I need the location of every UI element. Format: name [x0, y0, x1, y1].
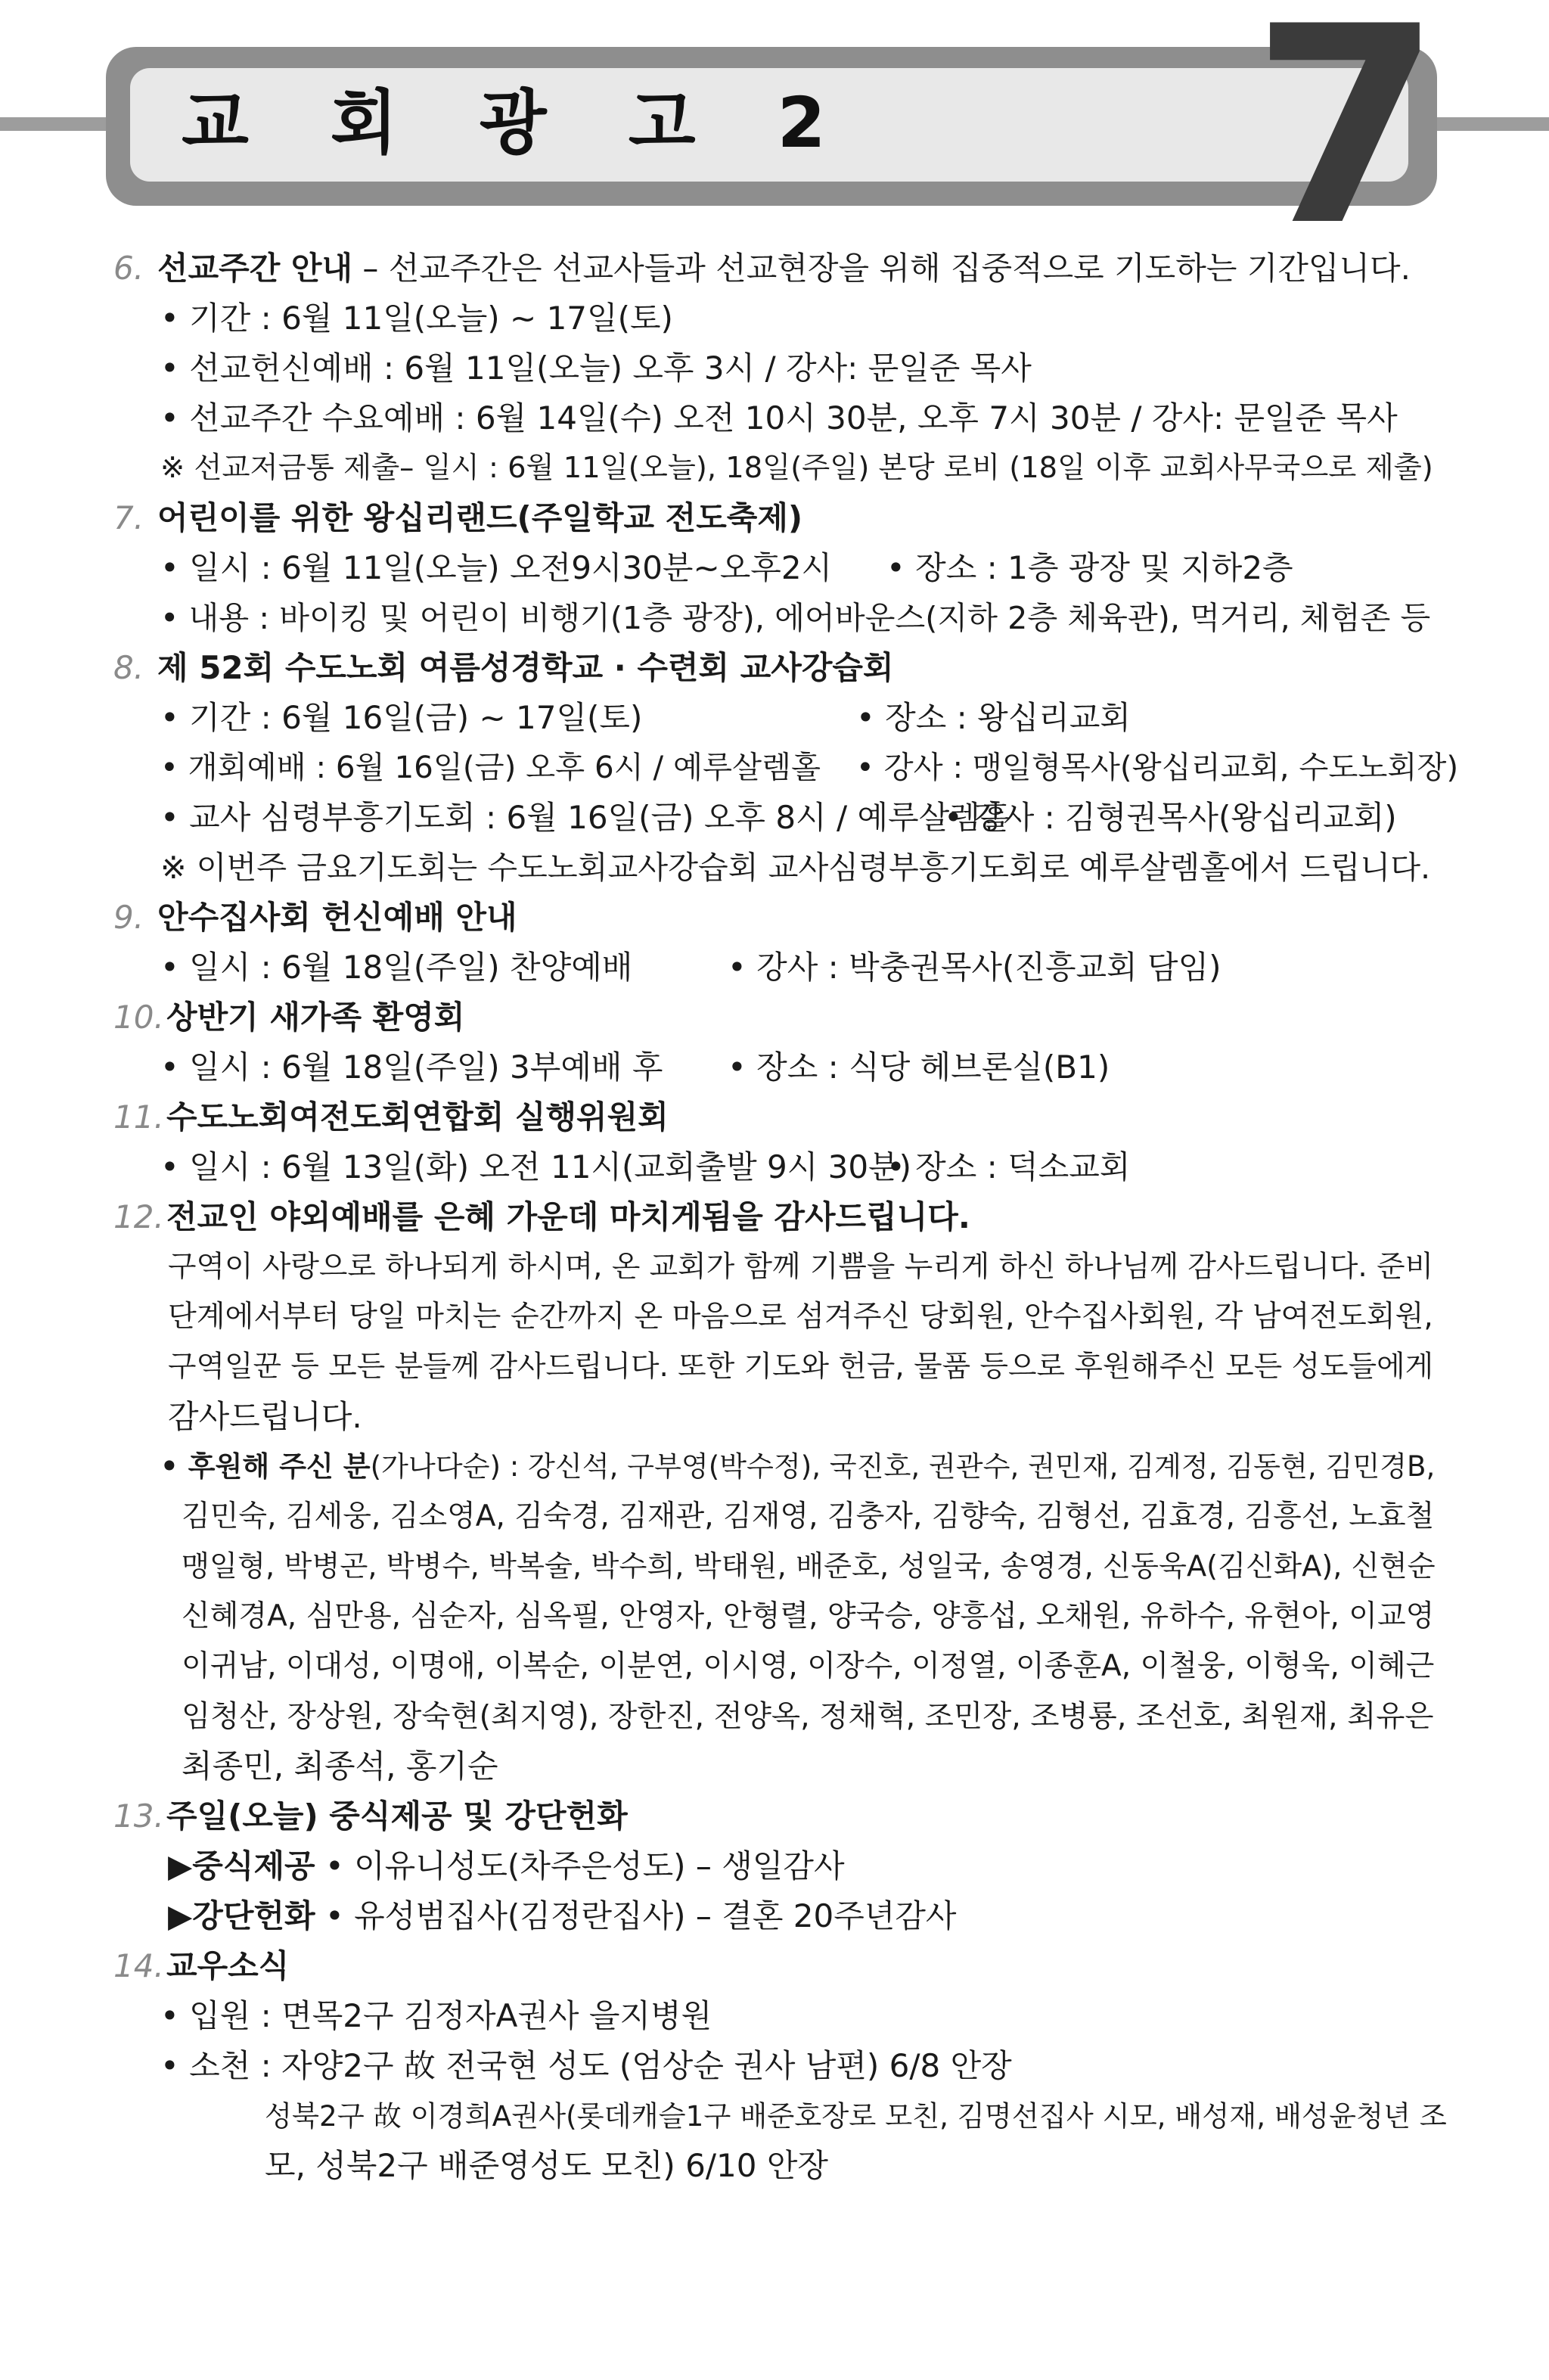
list-item: • 선교헌신예배 : 6월 11일(오늘) 오후 3시 / 강사: 문일준 목사 — [160, 350, 1032, 387]
item-left: • 일시 : 6월 18일(주일) 찬양예배 — [160, 949, 633, 986]
section-number: 6. — [113, 250, 144, 287]
paragraph-line: 구역이 사랑으로 하나되게 하시며, 온 교회가 함께 기쁨을 누리게 하신 하나님께 감사드립니다. 준비 — [168, 1250, 1434, 1284]
paragraph-line: 구역일꾼 등 모든 분들께 감사드립니다. 또한 기도와 헌금, 물품 등으로 후원해주신 모든 성도들에게 — [168, 1350, 1434, 1384]
donor-note: (가나다순) : — [370, 1450, 529, 1483]
section-9-heading — [113, 893, 1429, 943]
donor-label: • 후원해 주신 분 — [160, 1450, 371, 1483]
announcement-list — [113, 244, 1459, 2191]
section-14-heading — [113, 1941, 1429, 1991]
section-7-heading — [113, 493, 1429, 543]
section-title: 제 52회 수도노회 여름성경학교 · 수련회 교사강습회 — [157, 649, 894, 686]
donor-list-first — [113, 1442, 1436, 1492]
item-left: • 개회예배 : 6월 16일(금) 오후 6시 / 예루살렘홀 — [160, 750, 821, 785]
list-item — [113, 743, 1459, 793]
list-item — [113, 693, 1429, 743]
section-11-heading — [113, 1092, 1429, 1142]
donor-names: 이귀남, 이대성, 이명애, 이복순, 이분연, 이시영, 이장수, 이정열, 이종훈A, 이철웅, 이형욱, 이혜근 — [182, 1649, 1435, 1683]
section-number: 11. — [113, 1098, 164, 1136]
arrow-text: • 유성범집사(김정란집사) – 결혼 20주년감사 — [315, 1897, 957, 1934]
item-right: • 장소 : 덕소교회 — [886, 1148, 1131, 1185]
section-title: 선교주간 안내 — [157, 250, 353, 287]
section-number: 8. — [113, 649, 144, 686]
arrow-label: ▶중식제공 — [168, 1847, 315, 1884]
page-title: 교 회 광 고 2 — [182, 82, 855, 163]
section-10-heading — [113, 993, 1429, 1042]
item-left: • 교사 심령부흥기도회 : 6월 16일(금) 오후 8시 / 예루살렘홀 — [160, 799, 1011, 836]
list-item-continued: 모, 성북2구 배준영성도 모친) 6/10 안장 — [265, 2147, 828, 2184]
list-item — [113, 1142, 1429, 1192]
section-12-heading — [113, 1192, 1429, 1242]
paragraph-line: 감사드립니다. — [168, 1398, 362, 1435]
item-right: • 장소 : 식당 헤브론실(B1) — [728, 1049, 1110, 1086]
list-item: • 선교주간 수요예배 : 6월 14일(수) 오전 10시 30분, 오후 7시 30분 / 강사: 문일준 목사 — [160, 399, 1398, 437]
item-right: • 강사 : 맹일형목사(왕십리교회, 수도노회장) — [856, 750, 1459, 785]
note-item: ※ 이번주 금요기도회는 수도노회교사강습회 교사심령부흥기도회로 예루살렘홀에서 드립니다. — [160, 850, 1431, 886]
paragraph-line: 단계에서부터 당일 마치는 순간까지 온 마음으로 섬겨주신 당회원, 안수집사회원, 각 남여전도회원, — [168, 1300, 1433, 1334]
section-number: 9. — [113, 899, 144, 936]
item-right: • 장소 : 왕십리교회 — [856, 699, 1131, 736]
section-title: 전교인 야외예배를 은혜 가운데 마치게됨을 감사드립니다. — [166, 1198, 970, 1235]
donor-names: 김민숙, 김세웅, 김소영A, 김숙경, 김재관, 김재영, 김충자, 김향숙, 김형선, 김효경, 김흥선, 노효철 — [182, 1499, 1435, 1533]
item-left: • 기간 : 6월 16일(금) ~ 17일(토) — [160, 699, 643, 736]
donor-names: 최종민, 최종석, 홍기순 — [182, 1748, 498, 1785]
section-title: 주일(오늘) 중식제공 및 강단헌화 — [166, 1797, 628, 1835]
section-8-heading — [113, 643, 1429, 693]
list-item-continued: 성북2구 故 이경희A권사(롯데캐슬1구 배준호장로 모친, 김명선집사 시모, 배성재, 배성윤청년 조 — [265, 2099, 1447, 2133]
section-number: 10. — [113, 999, 164, 1036]
donor-names: 임청산, 장상원, 장숙현(최지영), 장한진, 전양옥, 정채혁, 조민장, 조병룡, 조선호, 최원재, 최유은 — [182, 1699, 1434, 1734]
section-6-heading — [113, 244, 1429, 294]
list-item — [113, 543, 1429, 593]
section-number: 13. — [113, 1797, 164, 1835]
arrow-item — [113, 1841, 1429, 1891]
list-item — [113, 793, 1429, 843]
list-item: • 기간 : 6월 11일(오늘) ~ 17일(토) — [160, 300, 673, 337]
section-number: 7. — [113, 499, 144, 536]
list-item — [113, 1042, 1429, 1092]
item-right: • 강사 : 김형권목사(왕십리교회) — [944, 799, 1397, 836]
list-item: • 입원 : 면목2구 김정자A권사 을지병원 — [160, 1997, 712, 2034]
section-title: 어린이를 위한 왕십리랜드(주일학교 전도축제) — [157, 499, 803, 536]
arrow-item — [113, 1891, 1429, 1941]
section-title: 안수집사회 헌신예배 안내 — [157, 899, 517, 936]
item-right: • 강사 : 박충권목사(진흥교회 담임) — [728, 949, 1222, 986]
section-title: 상반기 새가족 환영회 — [166, 999, 465, 1036]
section-number: 14. — [113, 1947, 164, 1984]
item-left: • 일시 : 6월 18일(주일) 3부예배 후 — [160, 1049, 663, 1086]
item-left: • 일시 : 6월 11일(오늘) 오전9시30분~오후2시 — [160, 549, 833, 586]
item-left: • 일시 : 6월 13일(화) 오전 11시(교회출발 9시 30분) — [160, 1148, 912, 1185]
arrow-text: • 이유니성도(차주은성도) – 생일감사 — [315, 1847, 845, 1884]
section-title: 교우소식 — [166, 1947, 290, 1984]
item-right: • 장소 : 1층 광장 및 지하2층 — [886, 549, 1293, 586]
list-item: • 내용 : 바이킹 및 어린이 비행기(1층 광장), 에어바운스(지하 2층 체육관), 먹거리, 체험존 등 — [160, 600, 1431, 636]
note-item: ※ 선교저금통 제출– 일시 : 6월 11일(오늘), 18일(주일) 본당 로비 (18일 이후 교회사무국으로 제출) — [160, 451, 1433, 485]
donor-names: 신혜경A, 심만용, 심순자, 심옥필, 안영자, 안형렬, 양국승, 양흥섭, 오채원, 유하수, 유현아, 이교영 — [182, 1599, 1435, 1633]
section-number: 12. — [113, 1198, 164, 1235]
list-item: • 소천 : 자양2구 故 전국현 성도 (엄상순 권사 남편) 6/8 안장 — [160, 2047, 1012, 2084]
donor-names: 맹일형, 박병곤, 박병수, 박복술, 박수희, 박태원, 배준호, 성일국, 송영경, 신동욱A(김신화A), 신현순 — [182, 1549, 1436, 1583]
section-description: – 선교주간은 선교사들과 선교현장을 위해 집중적으로 기도하는 기간입니다. — [352, 250, 1411, 287]
section-13-heading — [113, 1791, 1429, 1841]
page-number: 7 — [1252, 0, 1434, 285]
donor-names: 강신석, 구부영(박수정), 국진호, 권관수, 권민재, 김계정, 김동현, 김민경B, — [528, 1450, 1436, 1483]
section-title: 수도노회여전도회연합회 실행위원회 — [166, 1098, 669, 1136]
list-item — [113, 943, 1429, 993]
arrow-label: ▶강단헌화 — [168, 1897, 315, 1934]
